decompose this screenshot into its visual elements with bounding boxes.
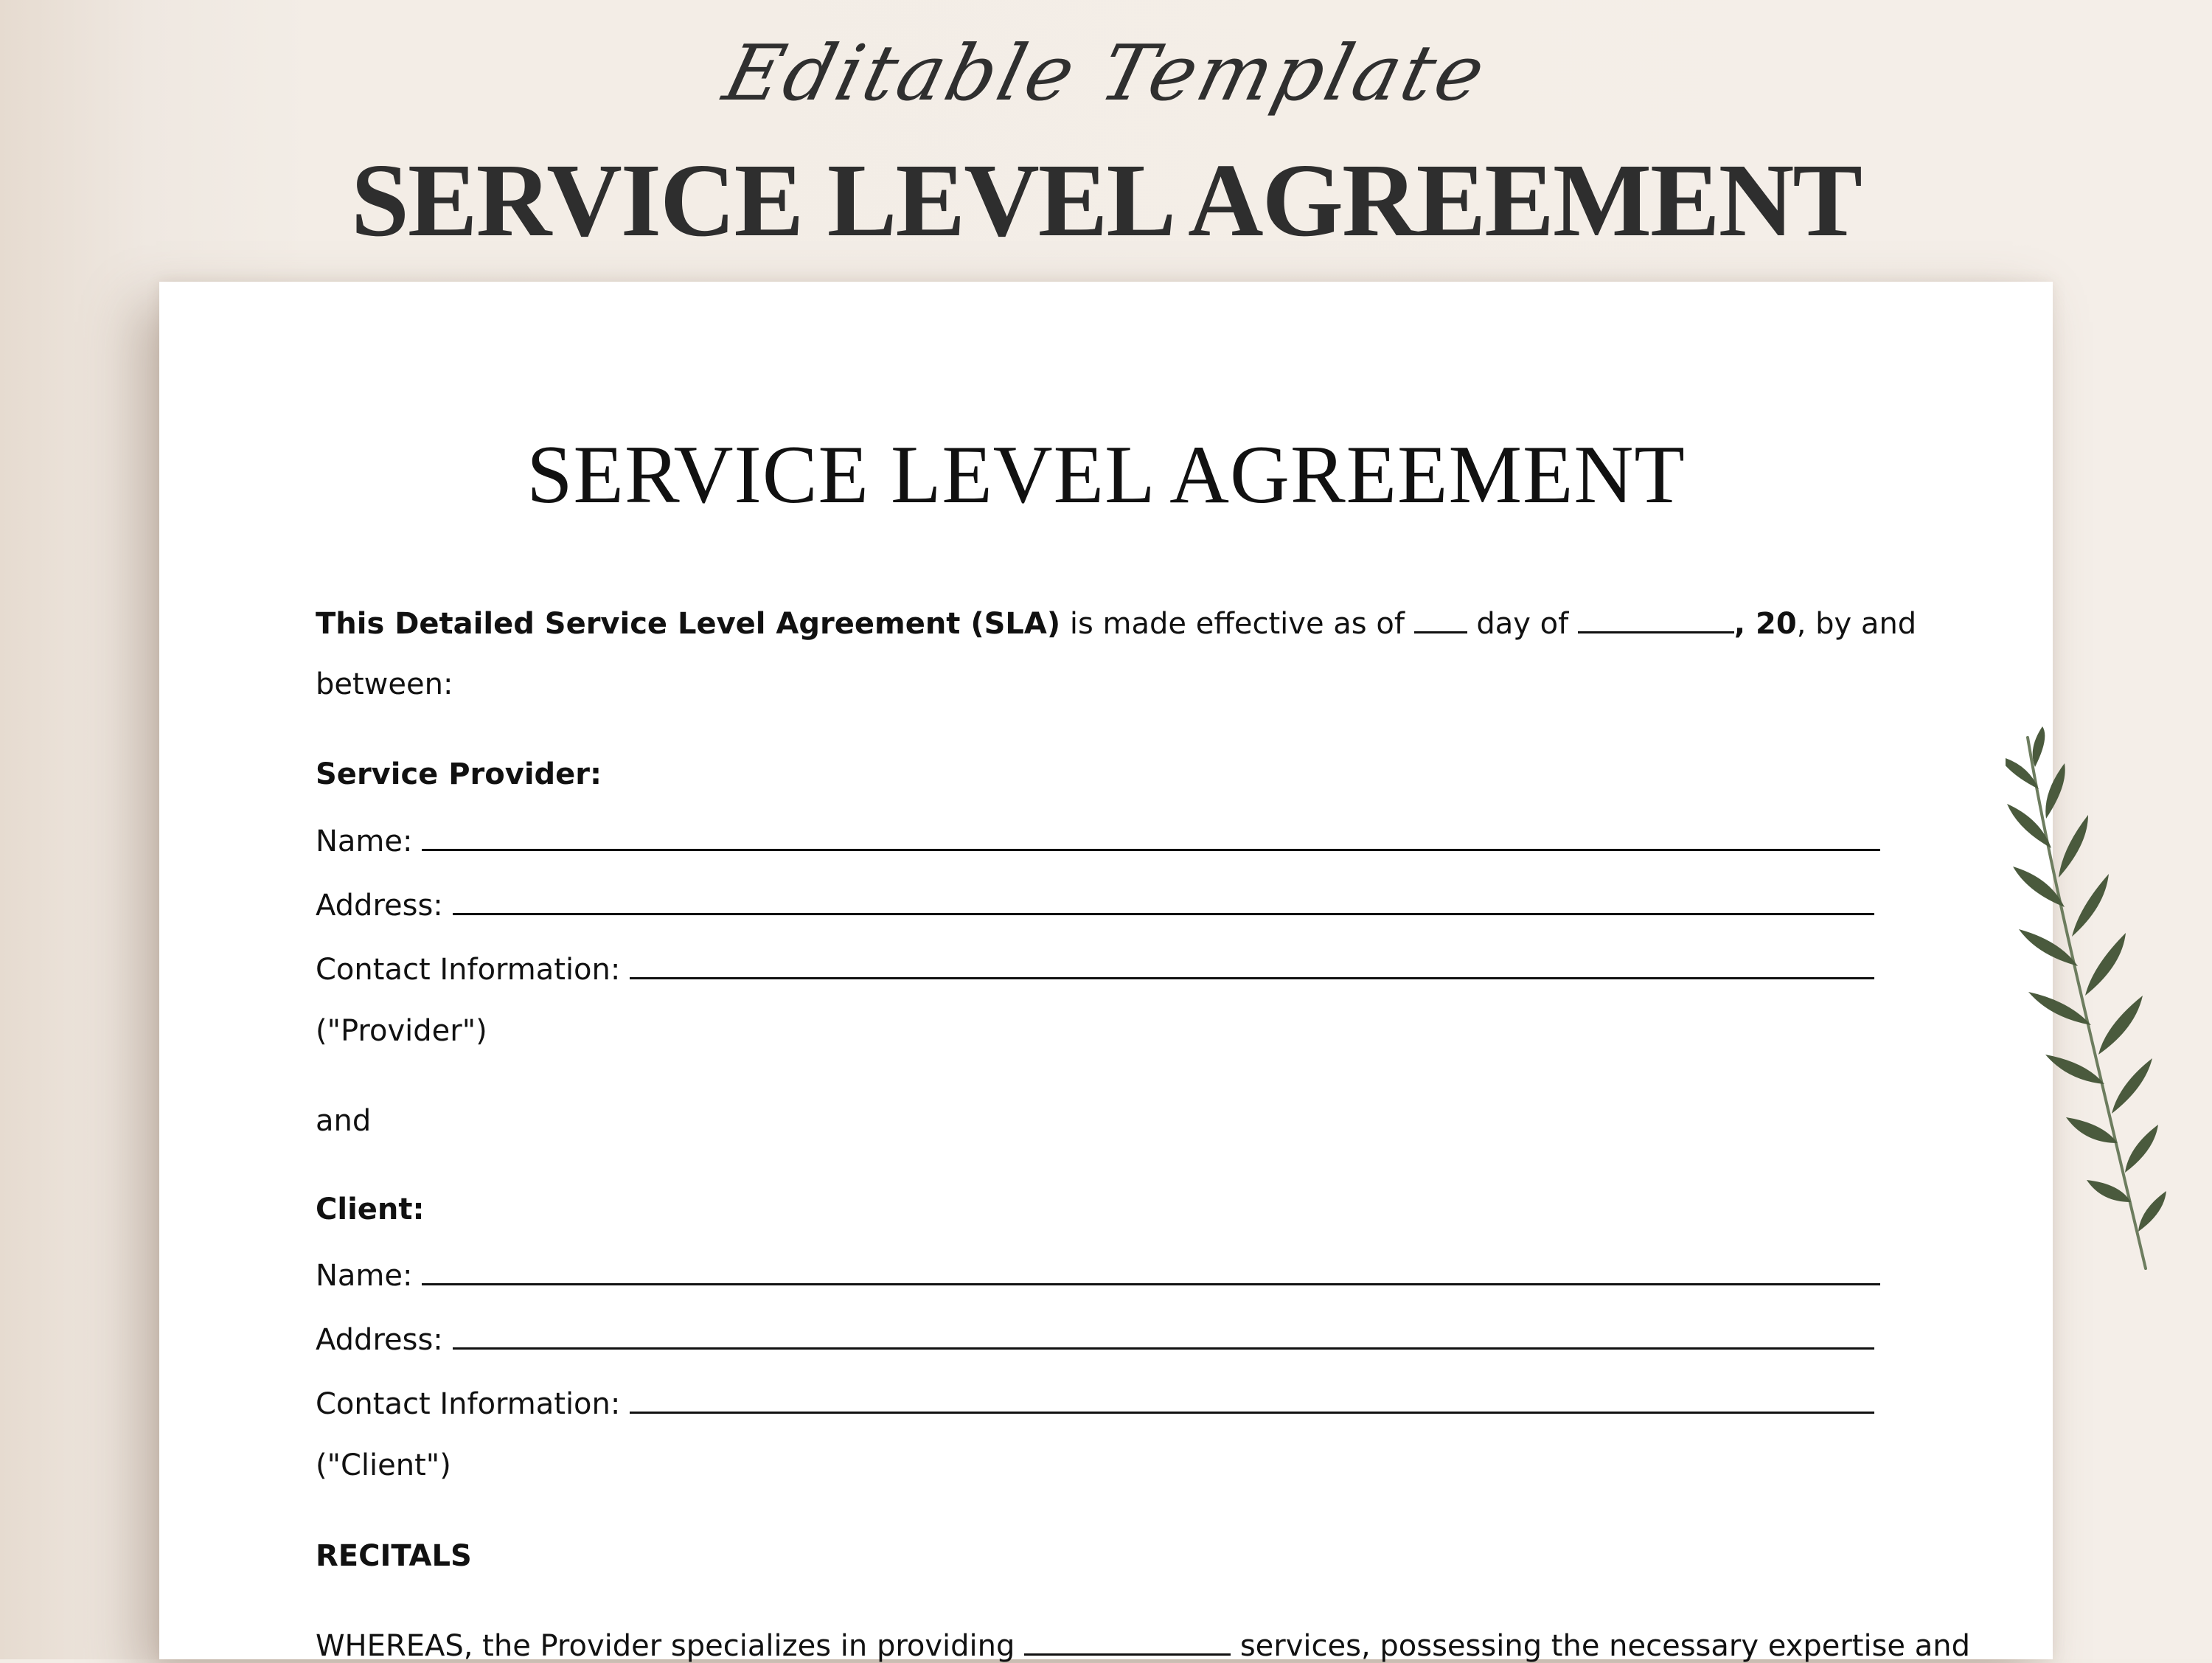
intro-text-2: day of bbox=[1467, 607, 1578, 641]
intro-line bbox=[316, 606, 1916, 639]
provider-address-label: Address: bbox=[316, 889, 453, 923]
client-name-field[interactable] bbox=[422, 1258, 1880, 1285]
intro-bold-lead: This Detailed Service Level Agreement (SLA) bbox=[316, 607, 1061, 641]
and-text: and bbox=[316, 1104, 372, 1138]
services-blank[interactable] bbox=[1024, 1628, 1231, 1656]
day-blank[interactable] bbox=[1414, 606, 1467, 633]
client-name-row bbox=[316, 1258, 1880, 1291]
whereas-start: WHEREAS, the Provider specializes in providing bbox=[316, 1629, 1025, 1663]
whereas-end: services, possessing the necessary expertise and bbox=[1231, 1629, 1970, 1663]
client-contact-label: Contact Information: bbox=[316, 1387, 630, 1421]
rosemary-sprig-decoration bbox=[2006, 723, 2197, 1283]
provider-contact-row bbox=[316, 952, 1874, 985]
whereas-line bbox=[316, 1628, 1970, 1661]
client-address-row bbox=[316, 1322, 1874, 1355]
provider-contact-label: Contact Information: bbox=[316, 953, 630, 987]
intro-continuation: between: bbox=[316, 667, 453, 701]
intro-text-1: is made effective as of bbox=[1060, 607, 1414, 641]
provider-contact-field[interactable] bbox=[630, 952, 1874, 979]
hero-title: SERVICE LEVEL AGREEMENT bbox=[350, 142, 1861, 258]
provider-heading: Service Provider: bbox=[316, 757, 602, 791]
month-blank[interactable] bbox=[1578, 606, 1734, 633]
client-contact-row bbox=[316, 1386, 1874, 1419]
document-title: SERVICE LEVEL AGREEMENT bbox=[526, 429, 1686, 521]
client-address-field[interactable] bbox=[453, 1322, 1874, 1350]
intro-year: , 20 bbox=[1733, 607, 1797, 641]
client-name-label: Name: bbox=[316, 1259, 422, 1293]
client-heading: Client: bbox=[316, 1192, 425, 1226]
client-alias: ("Client") bbox=[316, 1448, 451, 1482]
provider-name-row bbox=[316, 824, 1880, 856]
intro-text-3: , by and bbox=[1796, 607, 1917, 641]
provider-alias: ("Provider") bbox=[316, 1014, 487, 1048]
provider-address-row bbox=[316, 888, 1874, 923]
provider-name-field[interactable] bbox=[422, 824, 1880, 851]
script-heading: Editable Template bbox=[715, 28, 1497, 118]
client-contact-field[interactable] bbox=[630, 1386, 1874, 1414]
provider-name-label: Name: bbox=[316, 824, 422, 858]
provider-address-field[interactable] bbox=[453, 888, 1874, 915]
client-address-label: Address: bbox=[316, 1323, 453, 1357]
recitals-heading: RECITALS bbox=[316, 1539, 472, 1573]
